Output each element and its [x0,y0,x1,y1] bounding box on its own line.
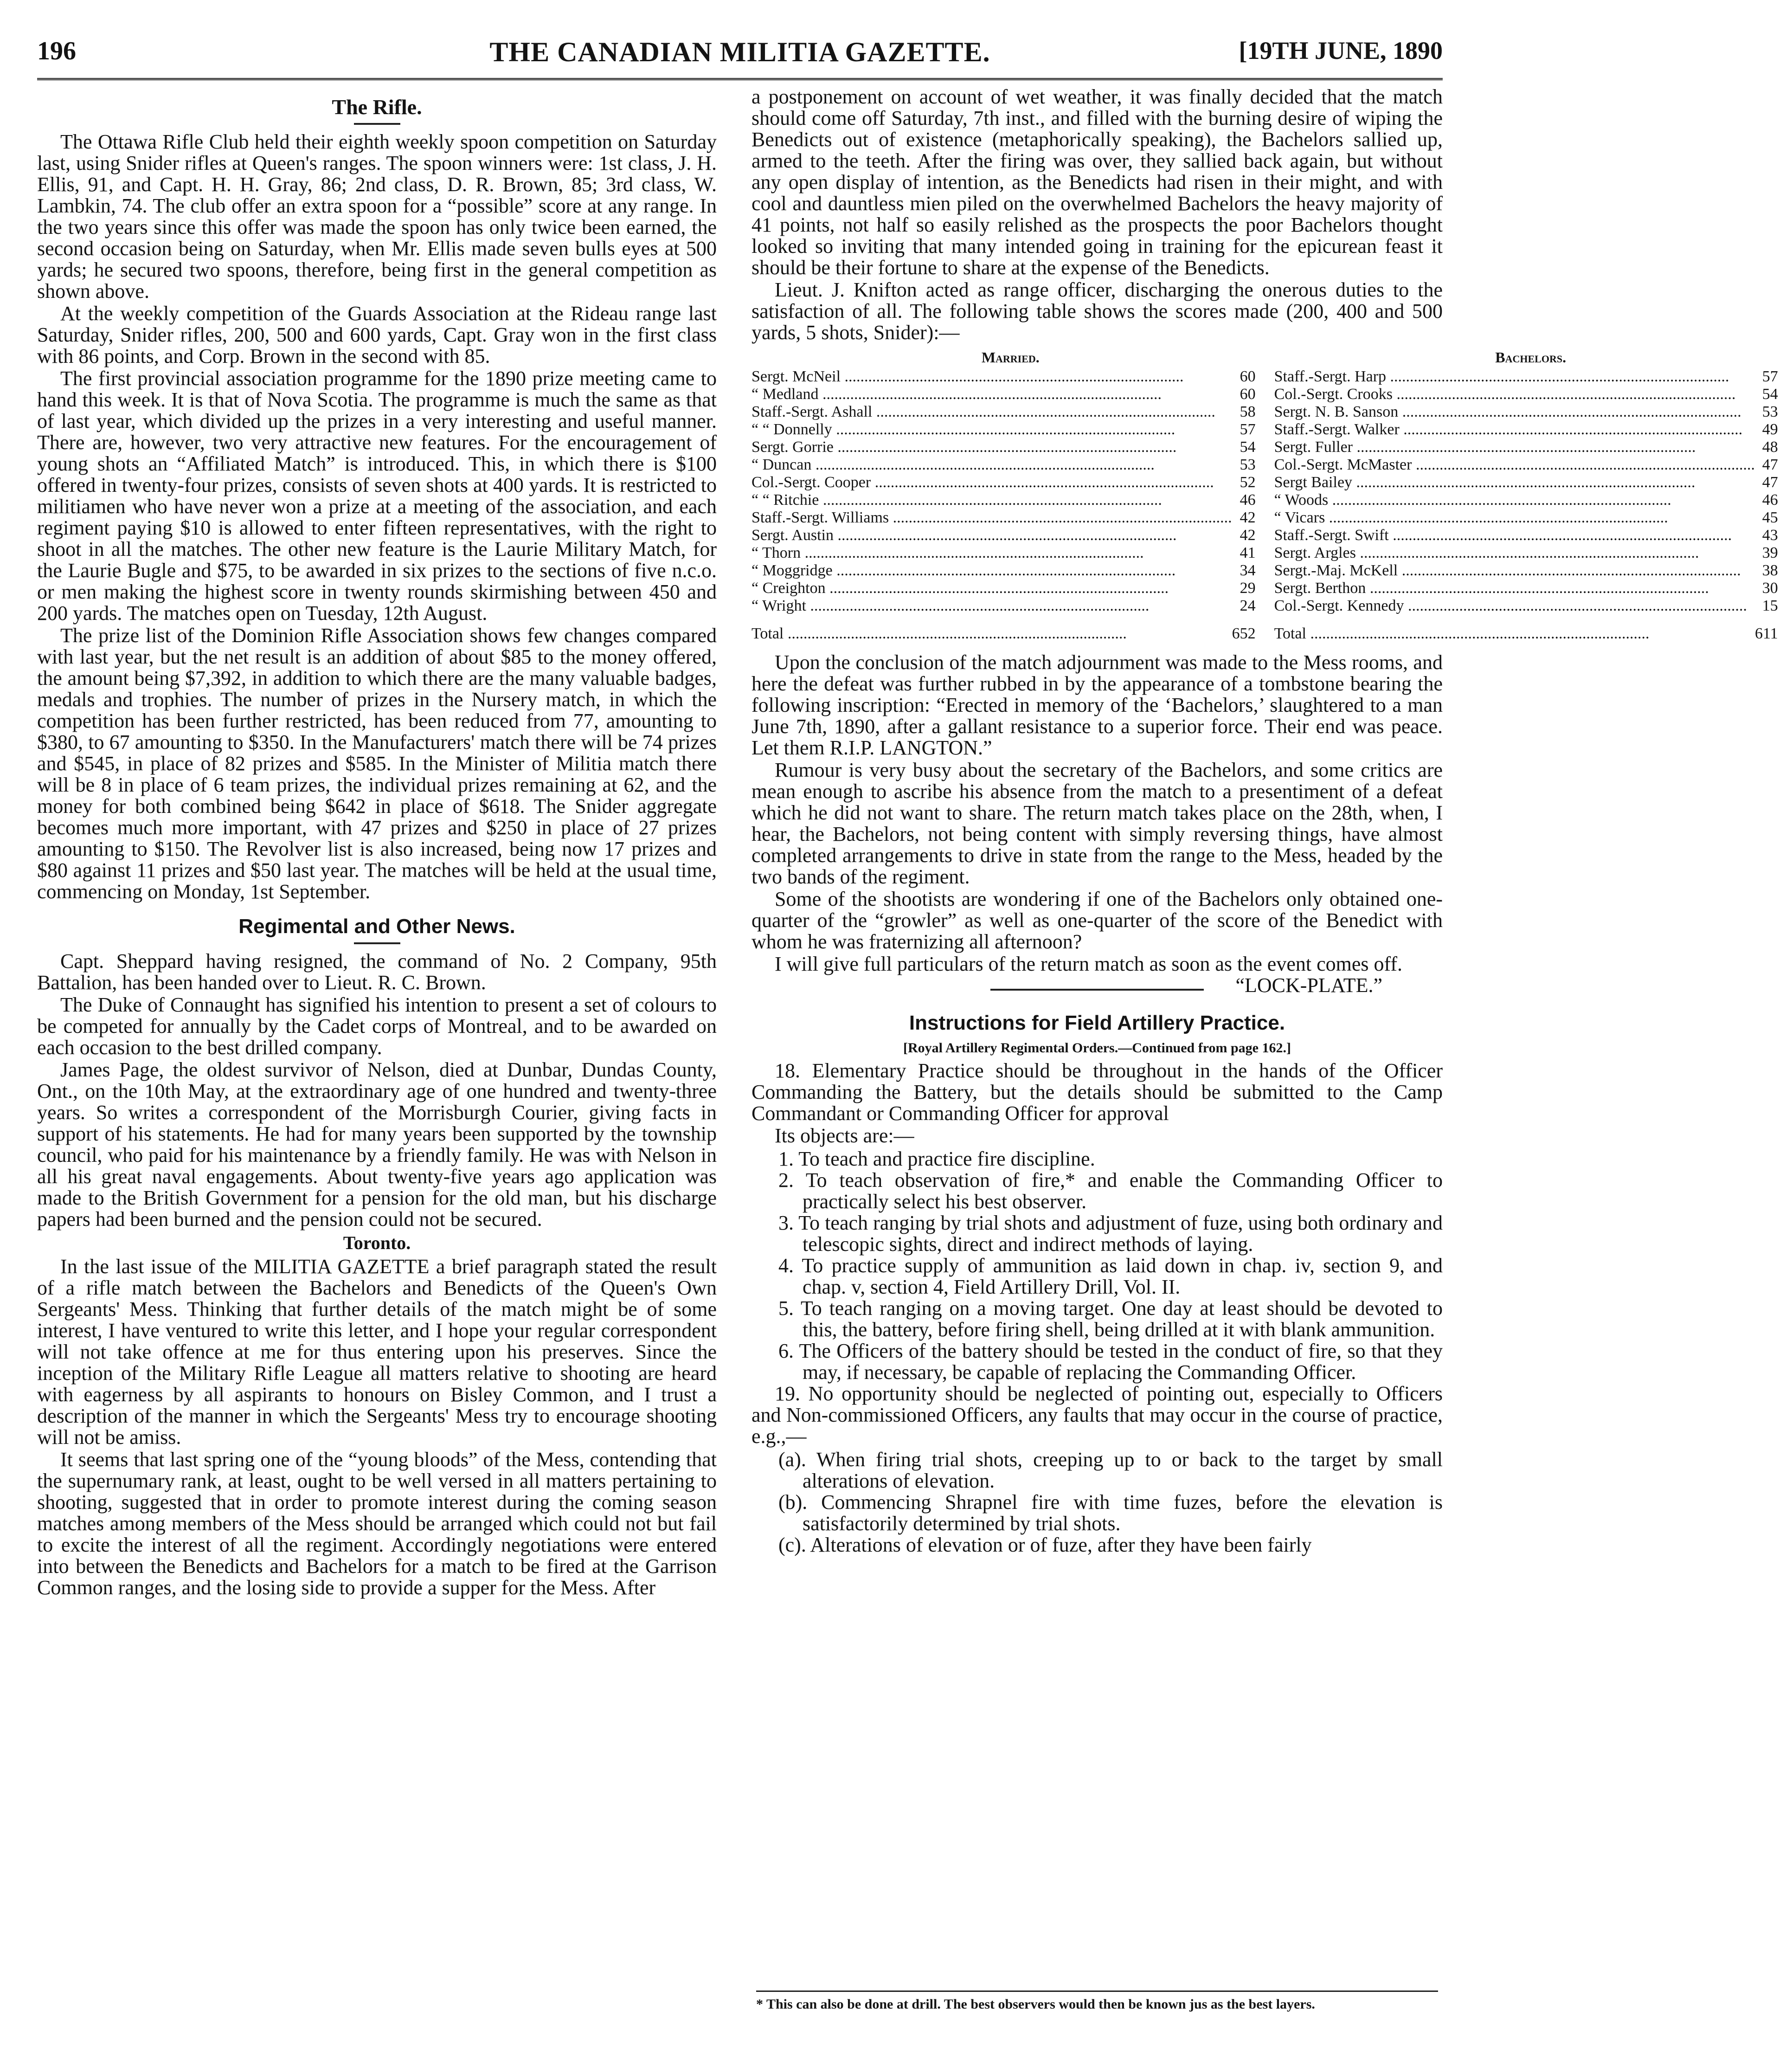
section-divider [990,989,1204,991]
score-row [751,386,1792,403]
bachelor-score: 46 [1762,491,1778,509]
bachelor-name: Col.-Sergt. Kennedy ..... [1270,597,1755,615]
scores-table [751,348,1792,643]
married-name: Staff.-Sergt. Ashall ..... [751,403,1232,421]
object-item: 6. The Officers of the battery should be tested in the conduct of fire, so that they may, if necessary, be capable of replacing the Commanding Officer. [778,1340,1443,1384]
signature: “LOCK-PLATE.” [1235,974,1382,997]
bachelor-name: Col.-Sergt. Crooks ..... [1270,386,1755,403]
married-score: 42 [1240,509,1256,526]
source-note: [Royal Artillery Regimental Orders.—Continued from page 162.] [903,1040,1291,1056]
scores-header-row [751,348,1792,368]
married-name: Sergt. Gorrie ..... [751,438,1232,456]
bachelors-heading: Bachelors. [1495,349,1567,366]
regimental-heading: Regimental and Other News. [238,915,515,938]
married-score: 53 [1240,456,1256,473]
right-column [751,85,1778,1556]
married-score: 52 [1240,474,1256,491]
bachelor-score: 47 [1762,474,1778,491]
married-total-label: Total ..... [751,615,1232,643]
scores-body [751,368,1792,615]
toronto-subheading: Toronto. [343,1232,411,1253]
object-item: 2. To teach observation of fire,* and enable the Commanding Officer to practically select his best observer. [778,1169,1443,1213]
page-header [37,36,1443,74]
score-row [751,438,1792,456]
toronto-paragraph: Lieut. J. Knifton acted as range officer, discharging the onerous duties to the satisfaction of all. The following table shows the scores made (200, 400 and 500 yards, 5 shots, Snider):— [751,278,1443,344]
bachelor-name: Staff.-Sergt. Walker ..... [1270,421,1755,438]
toronto-paragraph: Upon the conclusion of the match adjournment was made to the Mess rooms, and here the defeat was further rubbed in by the appearance of a tombstone bearing the following inscription: “Erected in memory of the ‘Bachelors,’ slaughtered to a man June 7th, 1890, after a gallant resistance to a superior force. Their end was peace. Let them R.I.P. LANGTON.” [751,651,1443,759]
object-item: 1. To teach and practice fire discipline. [778,1147,1095,1170]
fault-item: (b). Commencing Shrapnel fire with time fuzes, before the elevation is satisfactorily determined by trial shots. [778,1491,1443,1535]
news-paragraph: The Duke of Connaught has signified his intention to present a set of colours to be competed for annually by the Cadet corps of Montreal, and to be awarded on each occasion to the best drilled company. [37,993,717,1059]
bachelor-name: Sergt.-Maj. McKell ..... [1270,562,1755,580]
married-score: 24 [1240,597,1256,614]
rifle-paragraph: The Ottawa Rifle Club held their eighth weekly spoon competition on Saturday last, using Snider rifles at Queen's ranges. The spoon winners were: 1st class, J. H. Ellis, 91, and Capt. H. H. Gray, 86; 2nd class, D. R. Brown, 85; 3rd class, W. Lambkin, 74. The club offer an extra spoon for a “possible” score at any range. In the two years since this offer was made the spoon has only twice been earned, the second occasion being on Saturday, when Mr. Ellis made seven bulls eyes at 500 yards; he secured two spoons, therefore, being first in the general competition as shown above. [37,130,717,303]
bachelor-name: Staff.-Sergt. Harp ..... [1270,368,1755,386]
married-score: 41 [1240,544,1256,561]
married-name: “ Thorn ..... [751,544,1232,562]
bachelor-score: 45 [1762,509,1778,526]
score-row [751,580,1792,597]
married-score: 60 [1240,386,1256,403]
header-rule [37,78,1443,80]
bachelor-score: 15 [1762,597,1778,614]
toronto-paragraph: Some of the shootists are wondering if one of the Bachelors only obtained one-quarter of the “growler” as well as one-quarter of the score of the Benedict with whom he was fraternizing all afternoon? [751,888,1443,953]
married-name: Sergt. Austin ..... [751,527,1232,544]
bachelor-name: “ Vicars ..... [1270,509,1755,527]
married-name: “ “ Ritchie ..... [751,491,1232,509]
footnote-rule [756,1991,1438,1992]
married-heading: Married. [981,349,1040,366]
score-row [751,491,1792,509]
fault-item: (c). Alterations of elevation or of fuze, after they have been fairly [778,1533,1312,1556]
artillery-paragraph: 18. Elementary Practice should be throughout in the hands of the Officer Commanding the Battery, but the details should be submitted to the Camp Commandant or Commanding Officer for approval [751,1059,1443,1125]
bachelor-score: 53 [1762,403,1778,420]
married-score: 29 [1240,580,1256,597]
score-row [751,562,1792,580]
married-name: “ Wright ..... [751,597,1232,615]
score-row [751,403,1792,421]
married-score: 58 [1240,403,1256,420]
bachelor-score: 39 [1762,544,1778,561]
bachelor-name: Sergt. Argles ..... [1270,544,1755,562]
artillery-heading: Instructions for Field Artillery Practice. [909,1011,1285,1034]
bachelors-total: 611 [1754,625,1778,642]
bachelor-name: Sergt. N. B. Sanson ..... [1270,403,1755,421]
rifle-paragraph: The prize list of the Dominion Rifle Association shows few changes compared with last year, but the net result is an addition of about $85 to the money offered, the amount being $7,392, in addition to which there are the many valuable badges, medals and trophies. The number of prizes in the Nursery match, in which the competition has been further restricted, has been reduced from 77, amounting to $380, to 67 amounting to $350. In the Manufacturers' match there will be 74 prizes and $545, in place of 82 prizes and $585. In the Minister of Militia match there will be 8 in place of 6 team prizes, the individual prizes remaining at 62, and the money for both combined being $642 in place of $618. The Snider aggregate becomes much more important, with 47 prizes and $250 in place of 27 prizes amounting to $150. The Revolver list is also increased, being now 17 prizes and $80 against 11 prizes and $50 last year. The matches will be held at the usual time, commencing on Monday, 1st September. [37,624,717,903]
left-column [37,95,717,1598]
bachelor-name: Sergt Bailey ..... [1270,474,1755,491]
news-paragraph: James Page, the oldest survivor of Nelson, died at Dunbar, Dundas County, Ont., on the 10th May, at the extraordinary age of one hundred and twenty-three years. So writes a correspondent of the Morrisburgh Courier, giving facts in support of his statements. He had for many years been supported by the township council, who paid for his maintenance by a friendly family. He was with Nelson in all his great naval engagements. About twenty-five years ago application was made to the British Government for a pension for the old man, but his discharge papers had been burned and the pension could not be secured. [37,1058,717,1230]
closing-paragraph: I will give full particulars of the return match as soon as the event comes off. “LOCK-PLATE.” [775,953,1402,997]
bachelor-score: 30 [1762,580,1778,597]
score-row [751,527,1792,544]
score-row [751,474,1792,491]
bachelor-score: 57 [1762,368,1778,385]
page-number: 196 [37,37,76,65]
object-item: 4. To practice supply of ammunition as laid down in chap. iv, section 9, and chap. v, section 4, Field Artillery Drill, Vol. II. [778,1254,1443,1298]
married-name: “ Creighton ..... [751,580,1232,597]
married-score: 42 [1240,527,1256,544]
bachelor-name: Staff.-Sergt. Swift ..... [1270,527,1755,544]
issue-date: [19TH JUNE, 1890 [1239,37,1443,64]
bachelor-name: Sergt. Berthon ..... [1270,580,1755,597]
score-row [751,597,1792,615]
rifle-paragraph: The first provincial association programme for the 1890 prize meeting came to hand this week. It is that of Nova Scotia. The programme is much the same as that of last year, which divided up the prizes in a very interesting and useful manner. There are, however, two very attractive new features. For the encouragement of young shots an “Affiliated Match” is introduced. This, in which there is $100 offered in twenty-four prizes, consists of seven shots at 400 yards. It is restricted to militiamen who have never won a prize at a meeting of the association, and each regiment paying $10 is allowed to enter fifteen representatives, with the right to shoot in all the matches. The other new feature is the Laurie Military Match, for the Laurie Bugle and $75, to be awarded in six prizes to the sections of five n.c.o. or men making the highest score in twenty rounds skirmishing between 450 and 200 yards. The matches open on Tuesday, 12th August. [37,367,717,625]
section-rule [354,123,400,125]
married-score: 34 [1240,562,1256,579]
score-row [751,456,1792,474]
toronto-paragraph: It seems that last spring one of the “young bloods” of the Mess, contending that the supernumary rank, at least, ought to be well versed in all matters pertaining to shooting, suggested that in order to promote interest during the coming season matches among members of the Mess should be arranged which could not but fail to excite the interest of all the regiment. Accordingly negotiations were entered into between the Benedicts and Bachelors for a match to be fired at the Garrison Common ranges, and the losing side to provide a supper for the Mess. After [37,1448,717,1599]
section-rule [354,942,400,944]
score-row [751,509,1792,527]
bachelor-name: Col.-Sergt. McMaster ..... [1270,456,1755,474]
score-row [751,421,1792,438]
toronto-paragraph: Rumour is very busy about the secretary of the Bachelors, and some critics are mean enough to ascribe his absence from the match to a presentiment of a defeat which he did not want to share. The return match takes place on the 28th, when, I hear, the Bachelors, not being content with simply reversing things, have almost completed arrangements to drive in state from the range to the Mess, headed by the two bands of the regiment. [751,759,1443,888]
married-name: Sergt. McNeil ..... [751,368,1232,386]
faults-list [751,1449,1443,1556]
objects-intro: Its objects are:— [775,1124,914,1147]
bachelor-score: 38 [1762,562,1778,579]
married-score: 57 [1240,421,1256,438]
married-score: 60 [1240,368,1256,385]
totals-row [751,615,1792,643]
bachelors-total-label: Total ..... [1270,615,1755,643]
bachelor-name: Sergt. Fuller ..... [1270,438,1755,456]
news-paragraph: Capt. Sheppard having resigned, the command of No. 2 Company, 95th Battalion, has been handed over to Lieut. R. C. Brown. [37,950,717,994]
married-name: Staff.-Sergt. Williams ..... [751,509,1232,527]
score-row [751,368,1792,386]
married-score: 46 [1240,491,1256,509]
toronto-continued: a postponement on account of wet weather, it was finally decided that the match should come off Saturday, 7th inst., and filled with the burning desire of wiping the Benedicts out of existence (metaphorically speaking), the Bachelors sallied up, armed to the teeth. After the firing was over, they sallied back again, but without any open display of intention, as the Benedicts had risen in their might, and with cool and dauntless mien piled on the overwhelmed Bachelors the heavy majority of 41 points, not half so easily relished as the prospects the poor Bachelors thought looked so inviting that many intended going in training for the epicurean feast it should be their fortune to share at the expense of the Benedicts. [751,85,1443,279]
objects-list [751,1148,1443,1383]
score-row [751,544,1792,562]
bachelor-score: 54 [1762,386,1778,403]
married-name: “ “ Donnelly ..... [751,421,1232,438]
bachelor-score: 49 [1762,421,1778,438]
married-name: “ Duncan ..... [751,456,1232,474]
bachelor-score: 48 [1762,438,1778,456]
married-name: “ Moggridge ..... [751,562,1232,580]
toronto-paragraph: In the last issue of the MILITIA GAZETTE a brief paragraph stated the result of a rifle match between the Bachelors and Benedicts of the Queen's Own Sergeants' Mess. Thinking that further details of the match might be of some interest, I have ventured to write this letter, and I hope your regular correspondent will not take offence at me for thus entering upon his preserves. Since the inception of the Military Rifle League all matters relative to shooting are heard with eagerness by all aspirants to honours on Bisley Common, and I trust a description of the manner in which the Sergeants' Mess try to encourage shooting will not be amiss. [37,1255,717,1449]
married-name: Col.-Sergt. Cooper ..... [751,474,1232,491]
masthead-title: THE CANADIAN MILITIA GAZETTE. [489,37,990,67]
fault-item: (a). When firing trial shots, creeping up to or back to the target by small alterations of elevation. [778,1448,1443,1492]
artillery-paragraph: 19. No opportunity should be neglected of pointing out, especially to Officers and Non-commissioned Officers, any faults that may occur in the course of practice, e.g.,— [751,1382,1443,1448]
bachelor-score: 47 [1762,456,1778,473]
footnote: * This can also be done at drill. The best observers would then be known jus as the best layers. [756,1997,1315,2012]
bachelor-name: “ Woods ..... [1270,491,1755,509]
rifle-paragraph: At the weekly competition of the Guards Association at the Rideau range last Saturday, Snider rifles, 200, 500 and 600 yards, Capt. Gray won in the first class with 86 points, and Corp. Brown in the second with 85. [37,302,717,367]
bachelor-score: 43 [1762,527,1778,544]
married-total: 652 [1232,625,1256,642]
object-item: 3. To teach ranging by trial shots and adjustment of fuze, using both ordinary and telescopic sights, direct and indirect methods of laying. [778,1211,1443,1256]
object-item: 5. To teach ranging on a moving target. One day at least should be devoted to this, the battery, before firing shell, being drilled at it with blank ammunition. [778,1297,1443,1341]
rifle-heading: The Rifle. [332,95,422,119]
married-score: 54 [1240,438,1256,456]
married-name: “ Medland ..... [751,386,1232,403]
